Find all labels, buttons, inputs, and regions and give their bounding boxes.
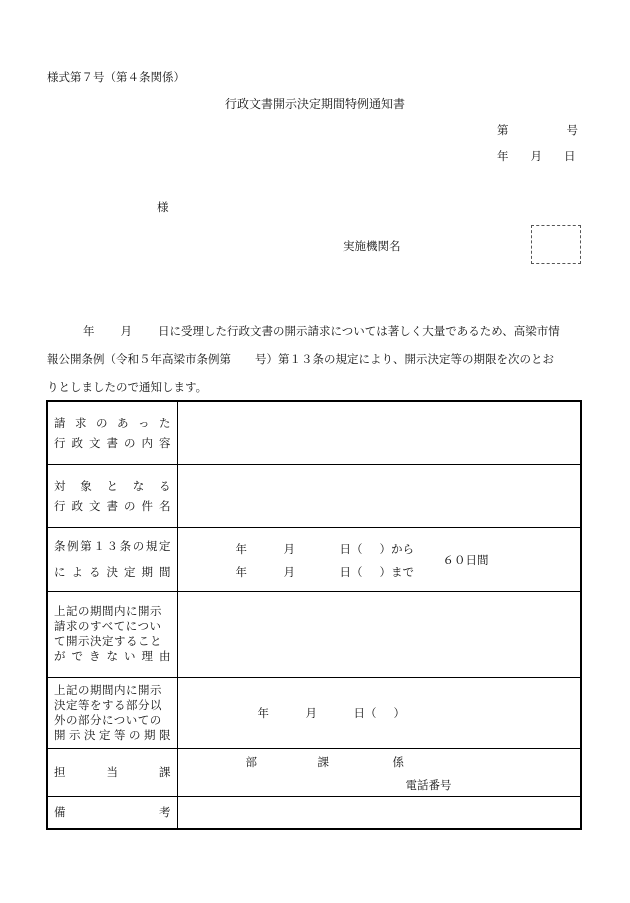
- value-remarks[interactable]: [177, 796, 581, 829]
- body-line-2: 報公開条例（令和５年高梁市条例第 号）第１３条の規定により、開示決定等の期限を次のとお: [47, 352, 554, 366]
- reference-number: [497, 122, 578, 138]
- label-department: 担 当 課: [47, 748, 177, 796]
- value-department[interactable]: [177, 748, 581, 796]
- recipient-suffix: 様: [157, 200, 169, 214]
- table-row: [47, 527, 581, 591]
- value-request-content[interactable]: [177, 401, 581, 464]
- to-day: 日（: [339, 564, 363, 579]
- to-label: ）まで: [379, 564, 414, 579]
- body-line-3: りとしましたので通知します。: [47, 380, 208, 394]
- seal-box: [531, 225, 581, 264]
- from-day: 日（: [339, 541, 363, 556]
- table-row: [47, 591, 581, 677]
- deadline-close: ）: [393, 705, 405, 720]
- label-remaining-deadline: 上記の期間内に開示 決定等をする部分以 外の部分についての 開 示 決 定 等 の 期 限: [47, 677, 177, 748]
- body-line-1: 年 月 日に受理した行政文書の開示請求については著しく大量であるため、高梁市情: [83, 324, 560, 338]
- ref-dai: 第: [497, 123, 509, 137]
- deadline-month: 月: [305, 705, 317, 720]
- value-document-title[interactable]: [177, 464, 581, 527]
- issue-month: 月: [530, 149, 542, 163]
- issue-day: 日: [564, 149, 576, 163]
- table-row: [47, 748, 581, 796]
- duration-60-days: ６０日間: [442, 552, 489, 567]
- from-year: 年: [235, 541, 247, 556]
- label-decision-period: 条 例 第 １ ３ 条 の 規 定 に よ る 決 定 期 間: [47, 527, 177, 591]
- to-year: 年: [235, 564, 247, 579]
- table-row: [47, 677, 581, 748]
- label-remarks: 備 考: [47, 796, 177, 829]
- dept-bu: 部: [245, 754, 257, 769]
- document-title: 行政文書開示決定期間特例通知書: [224, 97, 405, 111]
- phone-number-label: 電話番号: [405, 777, 452, 792]
- deadline-day: 日（: [353, 705, 377, 720]
- notice-table: [46, 400, 582, 830]
- deadline-year: 年: [257, 705, 269, 720]
- dept-kakari: 係: [392, 754, 404, 769]
- form-number: 様式第７号（第４条関係）: [47, 70, 185, 84]
- from-month: 月: [283, 541, 295, 556]
- notice-body: [47, 317, 587, 401]
- issue-date: [497, 148, 576, 164]
- from-label: ）から: [379, 541, 414, 556]
- value-remaining-deadline[interactable]: [177, 677, 581, 748]
- table-row: [47, 796, 581, 829]
- table-row: [47, 464, 581, 527]
- label-request-content: 請 求 の あ っ た 行 政 文 書 の 内 容: [47, 401, 177, 464]
- ref-go: 号: [566, 123, 578, 137]
- label-document-title: 対 象 と な る 行 政 文 書 の 件 名: [47, 464, 177, 527]
- issue-year: 年: [497, 149, 509, 163]
- to-month: 月: [283, 564, 295, 579]
- value-reason[interactable]: [177, 591, 581, 677]
- label-reason: 上記の期間内に開示 請求のすべてについ て開示決定すること が で き な い 理 由: [47, 591, 177, 677]
- value-decision-period[interactable]: [177, 527, 581, 591]
- dept-ka: 課: [317, 754, 329, 769]
- table-row: [47, 401, 581, 464]
- agency-name-label: 実施機関名: [343, 239, 401, 253]
